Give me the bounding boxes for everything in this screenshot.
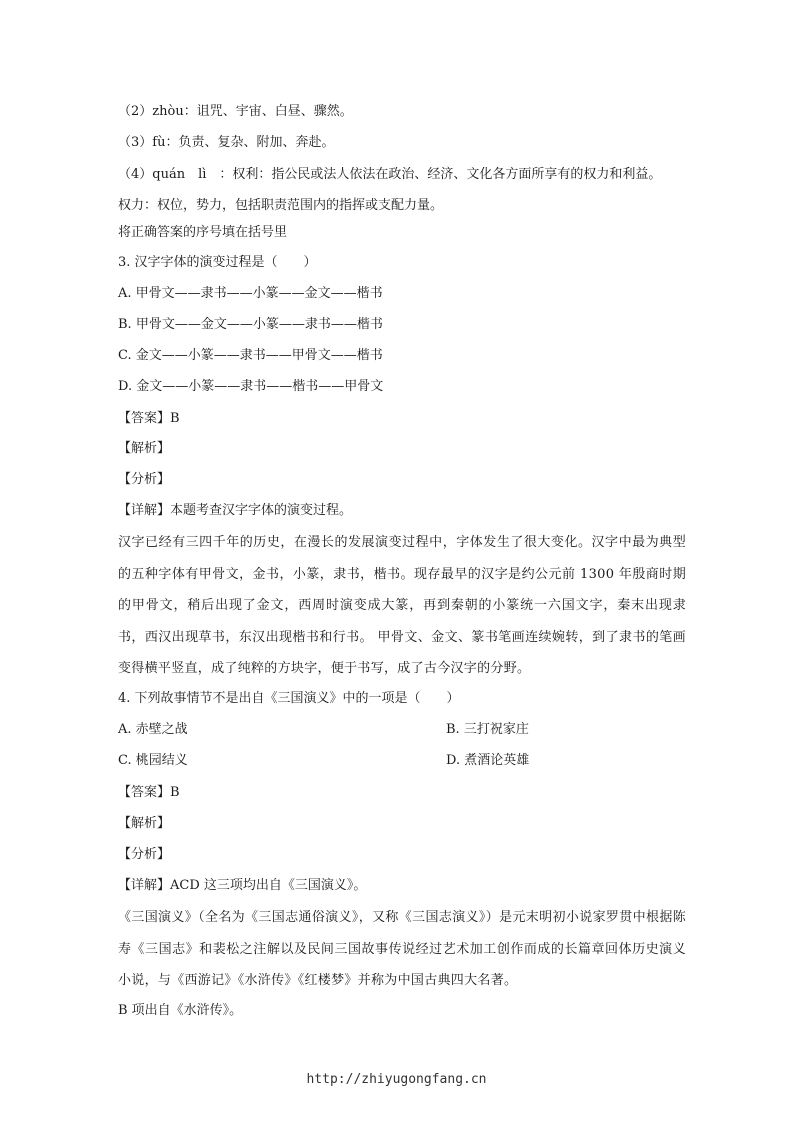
q3-explanation-text: 汉字已经有三四千年的历史，在漫长的发展演变过程中，字体发生了很大变化。汉字中最为典型的五种字体有甲骨文，金书，小篆，隶书，楷书。现存最早的汉字是约公元前 1300 年殷商时期的甲骨文，稍后出现了金文，西周时演变成大篆，再到秦朝的小篆统一六国文字，秦末出现隶书，西汉出现草书，东汉出现楷书和行书。 甲骨文、金文、篆书笔画连续婉转，到了隶书的笔画变得横平竖直，成了纯粹的方块字，便于书写，成了古今汉字的分野。 bbox=[118, 535, 686, 676]
q4-option-d: D. 煮酒论英雄 bbox=[446, 753, 530, 768]
text-line: 权力：权位，势力，包括职责范围内的指挥或支配力量。 bbox=[118, 198, 444, 213]
footer-url: http://zhiyugongfang.cn bbox=[306, 1072, 487, 1087]
q4-option-c: C. 桃园结义 bbox=[118, 753, 188, 768]
q4-b-note: B 项出自《水浒传》。 bbox=[118, 1003, 243, 1018]
q4-answer: 【答案】B bbox=[118, 785, 180, 800]
q3-option-b: B. 甲骨文——金文——小篆——隶书——楷书 bbox=[118, 317, 383, 332]
q4-explanation-text: 《三国演义》（全名为《三国志通俗演义》，又称《三国志演义》）是元末明初小说家罗贯中根据陈寿《三国志》和裴松之注解以及民间三国故事传说经过艺术加工创作而成的长篇章回体历史演义小说，与《西游记》《水浒传》《红楼梦》并称为中国古典四大名著。 bbox=[118, 910, 686, 988]
q4-fenxi-label: 【分析】 bbox=[118, 847, 171, 862]
text-line: （4）quán lì ：权利：指公民或法人依法在政治、经济、文化各方面所享有的权力和利益。 bbox=[118, 167, 662, 182]
section-instruction: 将正确答案的序号填在括号里 bbox=[118, 225, 288, 240]
q3-explanation-paragraph bbox=[118, 527, 686, 685]
question-3: 3. 汉字字体的演变过程是（ ） bbox=[118, 255, 317, 270]
q4-explanation-paragraph bbox=[118, 902, 686, 997]
text-line: （3）fù：负责、复杂、附加、奔赴。 bbox=[118, 135, 335, 150]
q3-answer: 【答案】B bbox=[118, 411, 180, 426]
question-4: 4. 下列故事情节不是出自《三国演义》中的一项是（ ） bbox=[118, 691, 460, 706]
text-line: （2）zhòu：诅咒、宇宙、白昼、骤然。 bbox=[118, 104, 353, 119]
q3-option-c: C. 金文——小篆——隶书——甲骨文——楷书 bbox=[118, 348, 383, 363]
q4-option-b: B. 三打祝家庄 bbox=[446, 722, 529, 737]
q3-option-d: D. 金文——小篆——隶书——楷书——甲骨文 bbox=[118, 379, 384, 394]
q4-detail: 【详解】ACD 这三项均出自《三国演义》。 bbox=[118, 878, 367, 893]
q3-detail: 【详解】本题考查汉字字体的演变过程。 bbox=[118, 503, 353, 518]
q4-analysis-label: 【解析】 bbox=[118, 816, 171, 831]
q4-option-a: A. 赤壁之战 bbox=[118, 722, 188, 737]
q3-fenxi-label: 【分析】 bbox=[118, 472, 171, 487]
q3-option-a: A. 甲骨文——隶书——小篆——金文——楷书 bbox=[118, 286, 383, 301]
q3-analysis-label: 【解析】 bbox=[118, 441, 171, 456]
